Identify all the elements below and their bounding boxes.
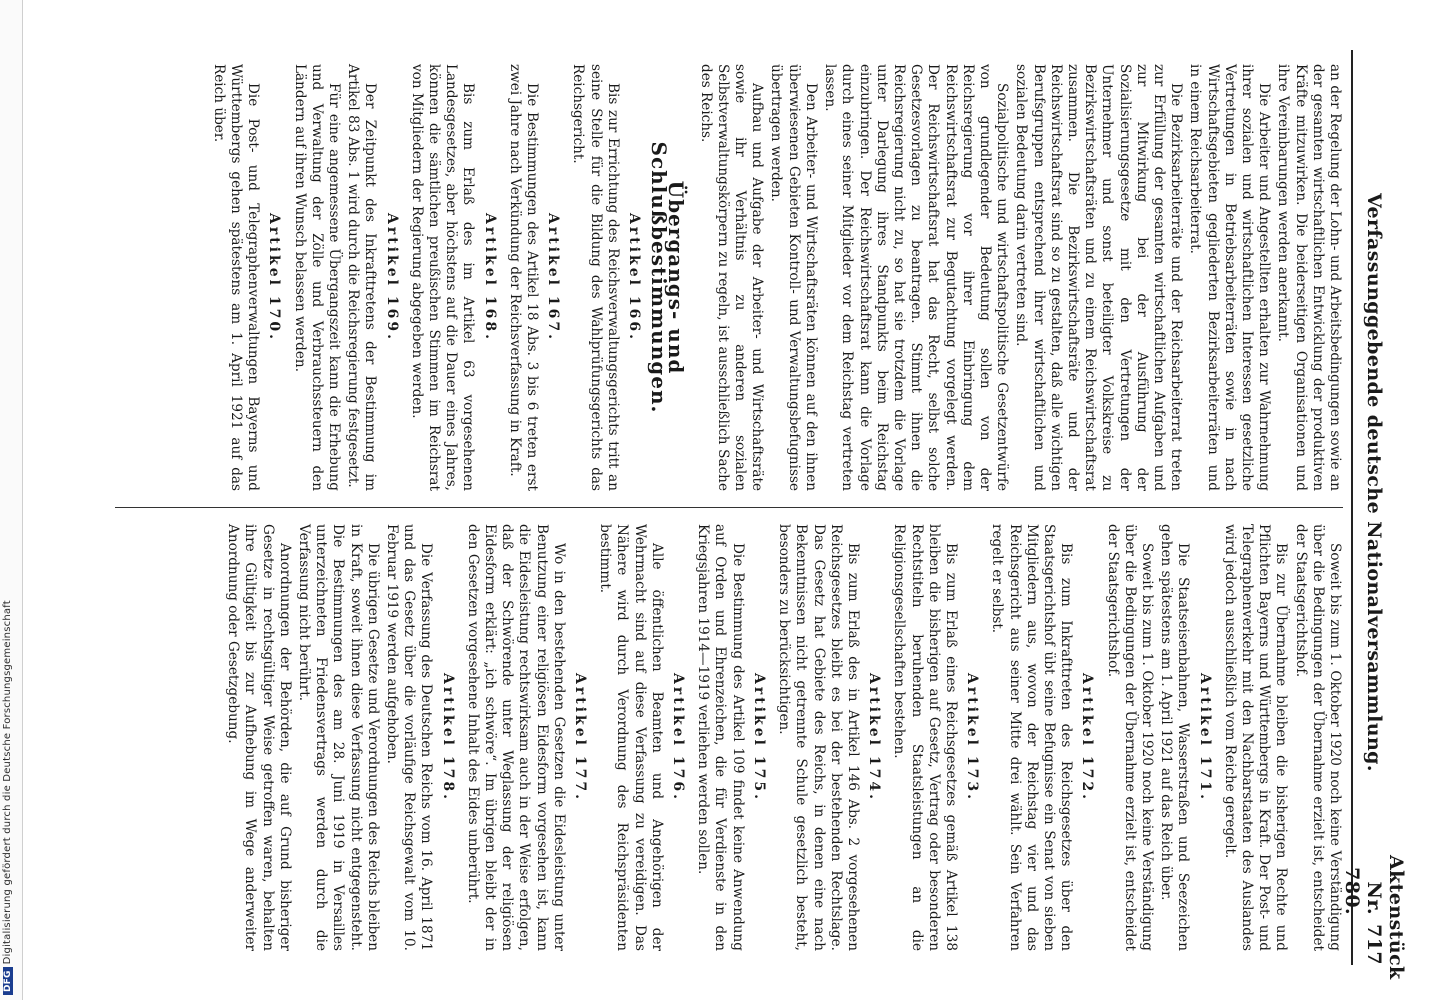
paragraph: Die Bezirksarbeiterräte und der Reichsarbeiterrat treten zur Erfüllung der gesamten wirtschaftlichen Aufgaben und zur Mitwirkung bei der Ausführung der Sozialisierungsgesetze mit den Vertretungen der Unternehmer und sonst beteiligter Volkskreise zu Bezirkswirtschaftsräten und zu einem Reichswirtschaftsrat zusammen. Die Bezirkswirtschaftsräte und der Reichswirtschaftsrat sind so zu gestalten, daß alle wichtigen Berufsgruppen entsprechend ihrer wirtschaftlichen und sozialen Bedeutung darin vertreten sind. — [1013, 64, 1185, 491]
paragraph: an der Regelung der Lohn- und Arbeitsbedingungen sowie an der gesamten wirtschaftlichen Entwicklung der produktiven Kräfte mitzuwirken. Die beiderseitigen Organisationen und ihre Vereinbarungen werden anerkannt. — [1275, 64, 1343, 491]
paragraph: Den Arbeiter- und Wirtschaftsräten können auf den ihnen überwiesenen Gebieten Kontroll- und Verwaltungsbefugnisse übertragen werden. — [768, 64, 819, 491]
left-column — [115, 50, 1343, 505]
article-heading: Artikel 173. — [964, 673, 981, 802]
paragraph: Wo in den bestehenden Gesetzen die Eidesleistung unter Benutzung einer religiösen Eidesform vorgesehen ist, kann die Eidesleistung rechtswirksam auch in der Weise erfolgen, daß der Schwörende unter Weglassung der religiösen Eidesform erklärt: „ich schwöre“. Im übrigen bleibt der in den Gesetzen vorgesehene Inhalt des Eides unberührt. — [464, 524, 567, 951]
article-heading: Artikel 168. — [481, 213, 498, 342]
paragraph: Die Staatseisenbahnen, Wasserstraßen und Seezeichen gehen spätestens am 1. April 1921 auf das Reich über. — [1158, 524, 1192, 951]
paragraph: Für eine angemessene Übergangszeit kann die Erhebung und Verwaltung der Zölle und Verbrauchssteuern den Ländern auf ihren Wunsch belassen werden. — [291, 64, 343, 491]
page-number: 717 — [1363, 924, 1385, 965]
doc-number: Aktenstück Nr. 780. — [1341, 855, 1407, 980]
paragraph: Anordnungen der Behörden, die auf Grund bisheriger Gesetze in rechtsgültiger Weise getroffen waren, behalten ihre Gültigkeit bis zur Aufhebung im Wege anderweiter Anordnung oder Gesetzgebung. — [225, 524, 293, 951]
article-heading: Artikel 171. — [1196, 673, 1213, 802]
digitization-credit-strip — [0, 0, 23, 1000]
section-heading: Übergangs- und Schlußbestimmungen. — [647, 141, 689, 414]
paragraph: Die Verfassung des Deutschen Reichs vom 16. April 1871 und das Gesetz über die vorläufige Reichsgewalt vom 10. Februar 1919 werden aufgehoben. — [384, 524, 435, 951]
right-column — [115, 510, 1343, 965]
scanned-page — [105, 40, 1407, 980]
paragraph: Soweit bis zum 1. Oktober 1920 noch keine Verständigung über die Bedingungen der Übernahme erzielt ist, entscheidet der Staatsgerichtshof. — [1292, 524, 1343, 951]
paragraph: Bis zum Erlaß eines Reichsgesetzes gemäß Artikel 138 bleiben die bisherigen auf Gesetz, Vertrag oder besonderen Rechtstiteln beruhenden Staatsleistungen an die Religionsgesellschaften bestehen. — [891, 524, 959, 951]
article-heading: Artikel 177. — [572, 673, 589, 802]
text-columns — [115, 50, 1343, 965]
paragraph: Der Zeitpunkt des Inkrafttretens der Bestimmung im Artikel 83 Abs. 1 wird durch die Reichsregierung festgesetzt. — [345, 64, 379, 491]
running-head — [1341, 50, 1407, 980]
article-heading: Artikel 170. — [266, 213, 283, 342]
paragraph: Bis zur Übernahme bleiben die bisherigen Rechte und Pflichten Bayerns und Württembergs in Kraft. Der Post- und Telegraphenverkehr mit den Nachbarstaaten des Auslandes wird jedoch ausschließlich vom Reiche geregelt. — [1221, 524, 1290, 951]
paragraph: Soweit bis zum 1. Oktober 1920 noch keine Verständigung über die Bedingungen der Übernahme erzielt ist, entscheidet der Staatsgerichtshof. — [1104, 524, 1155, 951]
paragraph: Die übrigen Gesetze und Verordnungen des Reichs bleiben in Kraft, soweit ihnen diese Verfassung nicht entgegensteht. Die Bestimmungen des am 28. Juni 1919 in Versailles unterzeichneten Friedensvertrags werden durch die Verfassung nicht berührt. — [296, 524, 381, 951]
article-heading: Artikel 174. — [866, 673, 883, 802]
paragraph: Aufbau und Aufgabe der Arbeiter- und Wirtschaftsräte sowie ihr Verhältnis zu anderen sozialen Selbstverwaltungskörpern zu regeln, ist ausschließlich Sache des Reichs. — [697, 64, 766, 491]
dfg-logo: DFG — [3, 967, 13, 995]
paragraph: Sozialpolitische und wirtschaftspolitische Gesetzentwürfe von grundlegender Bedeutung sollen von der Reichsregierung vor ihrer Einbringung dem Reichswirtschaftsrat zur Begutachtung vorgelegt werden. Der Reichswirtschaftsrat hat das Recht, selbst solche Gesetzesvorlagen zu beantragen. Stimmt ihnen die Reichsregierung nicht zu, so hat sie trotzdem die Vorlage unter Darlegung ihres Standpunkts beim Reichstag einzubringen. Der Reichswirtschaftsrat kann die Vorlage durch eines seiner Mitglieder vor dem Reichstag vertreten lassen. — [822, 64, 1011, 491]
paragraph: Die Bestimmungen des Artikel 18 Abs. 3 bis 6 treten erst zwei Jahre nach Verkündung der Reichsverfassung in Kraft. — [506, 64, 541, 491]
paragraph: Bis zur Errichtung des Reichsverwaltungsgerichts tritt an seine Stelle für die Bildung des Wahlprüfungsgerichts das Reichsgericht. — [570, 64, 621, 491]
credit-text: Digitalisierung gefördert durch die Deutsche Forschungsgemeinschaft — [2, 600, 13, 965]
paragraph: Bis zum Inkrafttreten des Reichsgesetzes über den Staatsgerichtshof übt seine Befugnisse ein Senat von sieben Mitgliedern aus, wovon der Reichstag vier und das Reichsgericht aus seiner Mitte drei wählt. Sein Verfahren regelt er selbst. — [989, 524, 1075, 951]
paragraph: Die Arbeiter und Angestellten erhalten zur Wahrnehmung ihrer sozialen und wirtschaftlichen Interessen gesetzliche Vertretungen in Betriebsarbeiterräten sowie in nach Wirtschaftsgebieten gegliederten Bezirksarbeiterräten und in einem Reichsarbeiterrat. — [1187, 64, 1273, 491]
paragraph: Die Post- und Telegraphenverwaltungen Bayerns und Württembergs gehen spätestens am 1. April 1921 auf das Reich über. — [210, 64, 262, 491]
paragraph: Bis zum Erlaß des in Artikel 146 Abs. 2 vorgesehenen Reichsgesetzes bleibt es bei der bestehenden Rechtslage. Das Gesetz hat Gebiete des Reichs, in denen eine nach Bekenntnissen nicht getrennte Schule gesetzlich besteht, besonders zu berücksichtigen. — [776, 524, 861, 951]
article-heading: Artikel 166. — [626, 213, 643, 342]
paragraph: Die Bestimmung des Artikel 109 findet keine Anwendung auf Orden und Ehrenzeichen, die für Verdienste in den Kriegsjahren 1914—1919 verliehen werden sollen. — [695, 524, 746, 951]
article-heading: Artikel 167. — [545, 213, 562, 342]
digitization-credit — [2, 600, 13, 995]
page-title: Verfassunggebende deutsche Nationalversammlung. — [1363, 193, 1385, 772]
article-heading: Artikel 172. — [1079, 673, 1096, 802]
article-heading: Artikel 176. — [670, 673, 687, 802]
article-heading: Artikel 169. — [383, 213, 400, 342]
article-heading: Artikel 178. — [439, 673, 456, 802]
article-heading: Artikel 175. — [750, 673, 767, 802]
column-divider — [115, 507, 1343, 508]
paragraph: Alle öffentlichen Beamten und Angehörigen der Wehrmacht sind auf diese Verfassung zu vereidigen. Das Nähere wird durch Verordnung des Reichspräsidenten bestimmt. — [597, 524, 665, 951]
paragraph: Bis zum Erlaß des im Artikel 63 vorgesehenen Landesgesetzes, aber höchstens auf die Dauer eines Jahres, können die sämtlichen preußischen Stimmen im Reichsrat von Mitgliedern der Regierung abgegeben werden. — [408, 64, 477, 491]
